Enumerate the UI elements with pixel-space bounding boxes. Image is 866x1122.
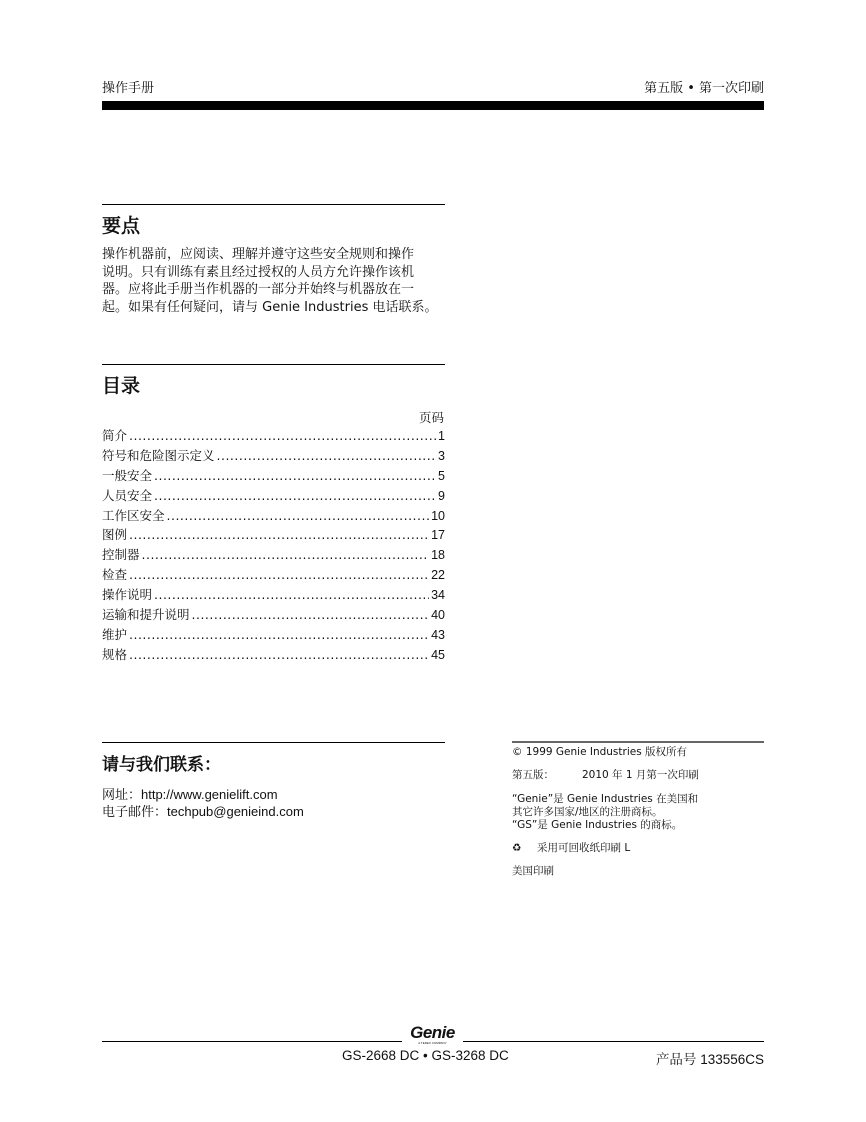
toc-item-label: 简介 — [102, 428, 128, 443]
toc-item-label: 符号和危险图示定义 — [102, 447, 215, 463]
contact-email[interactable]: 电子邮件：techpub@genieind.com — [102, 804, 304, 819]
toc-page-label: 页码 — [418, 410, 444, 425]
trademark — [512, 793, 698, 832]
leader-dots — [154, 468, 436, 483]
toc-item-page: 5 — [438, 468, 445, 483]
toc-item-page: 45 — [431, 647, 445, 662]
toc-item[interactable] — [102, 466, 445, 486]
toc-item-page: 40 — [431, 608, 445, 623]
footer-part-number: 产品号 133556CS — [655, 1052, 764, 1067]
toc-item[interactable] — [102, 525, 445, 545]
toc-item[interactable] — [102, 426, 445, 446]
leader-dots — [129, 627, 429, 642]
toc-item-label: 维护 — [102, 626, 128, 642]
toc-item-page: 34 — [431, 588, 445, 603]
toc-item-page: 3 — [438, 448, 445, 463]
logo-subtext: A TEREX COMPANY — [418, 1041, 447, 1045]
toc-item-label: 一般安全 — [102, 467, 153, 483]
text-line: 操作机器前，应阅读、理解并遵守这些安全规则和操作 — [102, 247, 415, 262]
header-title: 操作手册 — [102, 81, 155, 96]
leader-dots — [217, 448, 437, 463]
toc-item[interactable] — [102, 486, 445, 506]
text-line: “GS”是 Genie Industries 的商标。 — [512, 819, 683, 831]
toc-item-page: 18 — [431, 548, 445, 563]
toc-item-page: 9 — [438, 488, 445, 503]
table-of-contents — [102, 426, 445, 665]
text-line: 其它许多国家/地区的注册商标。 — [512, 806, 663, 818]
toc-item-page: 1 — [438, 429, 445, 443]
toc-item[interactable] — [102, 565, 445, 585]
leader-dots — [192, 607, 430, 622]
toc-item-label: 运输和提升说明 — [102, 607, 190, 623]
toc-item-label: 图例 — [102, 527, 128, 543]
footer-rule-right — [463, 1041, 764, 1042]
divider — [102, 204, 445, 205]
leader-dots — [154, 488, 436, 503]
leader-dots — [167, 508, 430, 523]
toc-item[interactable] — [102, 506, 445, 526]
leader-dots — [142, 547, 430, 562]
toc-item-page: 10 — [431, 508, 445, 523]
recycled-note: 采用可回收纸印刷 L — [537, 842, 631, 854]
contact-web[interactable]: 网址：http://www.genielift.com — [102, 787, 278, 802]
toc-item-label: 人员安全 — [102, 487, 153, 503]
leader-dots — [129, 647, 429, 662]
toc-item[interactable] — [102, 645, 445, 665]
toc-item-label: 检查 — [102, 567, 128, 583]
toc-item-page: 43 — [431, 627, 445, 642]
text-line: 起。如果有任何疑问，请与 Genie Industries 电话联系。 — [102, 299, 438, 315]
printed-in: 美国印刷 — [512, 865, 554, 877]
toc-item-label: 规格 — [102, 646, 128, 662]
edition-value: 2010 年 1 月第一次印刷 — [582, 769, 699, 781]
leader-dots — [154, 587, 429, 602]
footer-models: GS-2668 DC • GS-3268 DC — [342, 1048, 509, 1063]
genie-logo — [405, 1024, 460, 1045]
toc-item-label: 工作区安全 — [102, 507, 165, 523]
contact-title: 请与我们联系： — [102, 755, 221, 775]
toc-item[interactable] — [102, 625, 445, 645]
toc-item[interactable] — [102, 585, 445, 605]
leader-dots — [129, 527, 429, 542]
toc-item-label: 操作说明 — [102, 587, 153, 603]
edition-label: 第五版： — [512, 769, 554, 781]
text-line: “Genie”是 Genie Industries 在美国和 — [512, 793, 699, 805]
text-line: 说明。只有训练有素且经过授权的人员方允许操作该机 — [102, 264, 415, 280]
divider — [102, 364, 445, 365]
footer-rule-left — [102, 1041, 402, 1042]
toc-item-page: 17 — [431, 528, 445, 543]
copyright: © 1999 Genie Industries 版权所有 — [512, 746, 688, 758]
important-title: 要点 — [102, 215, 141, 237]
header-edition: 第五版 • 第一次印刷 — [644, 81, 764, 96]
divider — [512, 741, 764, 743]
leader-dots — [129, 428, 436, 443]
leader-dots — [129, 567, 429, 582]
toc-item-page: 22 — [431, 568, 445, 583]
header-bar — [102, 101, 764, 110]
recycle-icon: ♻ — [512, 842, 522, 854]
toc-item[interactable] — [102, 545, 445, 565]
important-text — [102, 246, 448, 316]
divider — [102, 742, 445, 743]
toc-title: 目录 — [102, 375, 141, 397]
toc-item-label: 控制器 — [102, 547, 140, 563]
logo-text: Genie — [410, 1023, 455, 1042]
toc-item[interactable] — [102, 605, 445, 625]
text-line: 器。应将此手册当作机器的一部分并始终与机器放在一 — [102, 282, 415, 297]
toc-item[interactable] — [102, 446, 445, 466]
